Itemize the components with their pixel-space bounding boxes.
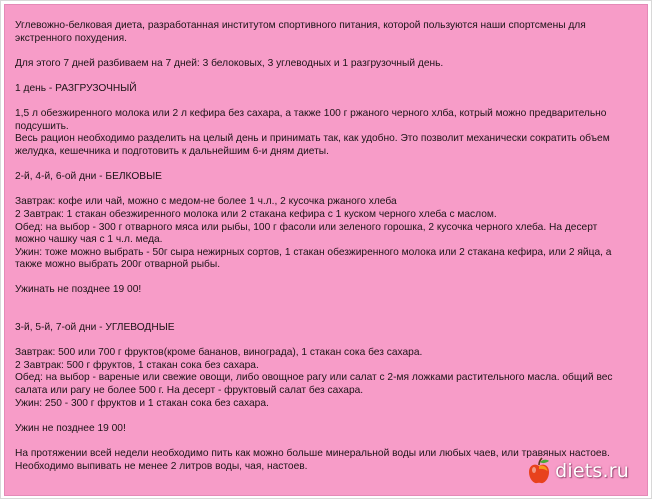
closing-line: На протяжении всей недели необходимо пить как можно больше минеральной воды или любых чаев, или травяных настоев.	[15, 448, 610, 459]
intro-line: Углевожно-белковая диета, разработанная институтом спортивного питания, которой пользуются наши спортсмены для	[15, 20, 586, 31]
day1-line: желудка, кешечника и подготовить к дальнейшим 6-и дням диеты.	[15, 145, 329, 157]
carbs-line: салата или рагу не более 500 г. На десерт - фруктовый салат без сахара.	[15, 385, 364, 397]
carbs-title: 3-й, 5-й, 7-ой дни - УГЛЕВОДНЫЕ	[15, 322, 175, 334]
diet-text	[15, 20, 625, 473]
protein-line: также можно выбрать 200г отварной рыбы.	[15, 259, 221, 271]
diets-logo	[526, 457, 629, 485]
protein-line: Обед: на выбор - 300 г отварного мяса или рыбы, 100 г фасоли или зеленого горошка, 2 кусочка черного хлеба. На десерт	[15, 221, 598, 233]
intro-line: экстренного похудения.	[15, 32, 127, 44]
protein-line: можно чашку чая с 1 ч.л. меда.	[15, 234, 163, 246]
apple-icon	[526, 457, 552, 485]
closing-line: Необходимо выпивать не менее 2 литров воды, чая, настоев.	[15, 460, 308, 472]
day1-line: подсушить.	[15, 120, 69, 132]
carbs-line: 2 Завтрак: 500 г фруктов, 1 стакан сока без сахара.	[15, 359, 259, 371]
protein-line: Завтрак: кофе или чай, можно с медом-не более 1 ч.л., 2 кусочка ржаного хлеба	[15, 196, 397, 208]
protein-line: 2 Завтрак: 1 стакан обезжиренного молока или 2 стакана кефира с 1 куском черного хлеба с маслом.	[15, 208, 497, 220]
day1-line: 1,5 л обезжиренного молока или 2 л кефира без сахара, а также 100 г ржаного черного хлба, котрый можно предварительно	[15, 108, 607, 120]
carbs-note: Ужин не позднее 19 00!	[15, 422, 126, 434]
day1-line: Весь рацион необходимо разделить на целый день и принимать так, как удобно. Это позволит механически сократить объем	[15, 133, 610, 145]
carbs-line: Обед: на выбор - вареные или свежие овощи, либо овощное рагу или салат с 2-мя ложками растительного масла. общий вес	[15, 372, 613, 384]
carbs-line: Завтрак: 500 или 700 г фруктов(кроме бананов, винограда), 1 стакан сока без сахара.	[15, 347, 423, 359]
day1-title: 1 день - РАЗГРУЗОЧНЫЙ	[15, 82, 137, 94]
carbs-line: Ужин: 250 - 300 г фруктов и 1 стакан сока без сахара.	[15, 397, 269, 409]
protein-line: Ужин: тоже можно выбрать - 50г сыра нежирных сортов, 1 стакан обезжиренного молока или 2 стакана кефира, или 2 яйца, а	[15, 246, 612, 258]
diet-card	[4, 4, 648, 496]
plan-line: Для этого 7 дней разбиваем на 7 дней: 3 белоковых, 3 углеводных и 1 разгрузочный день.	[15, 57, 444, 69]
logo-text: diets.ru	[555, 460, 629, 482]
protein-note: Ужинать не позднее 19 00!	[15, 284, 142, 296]
protein-title: 2-й, 4-й, 6-ой дни - БЕЛКОВЫЕ	[15, 171, 162, 183]
